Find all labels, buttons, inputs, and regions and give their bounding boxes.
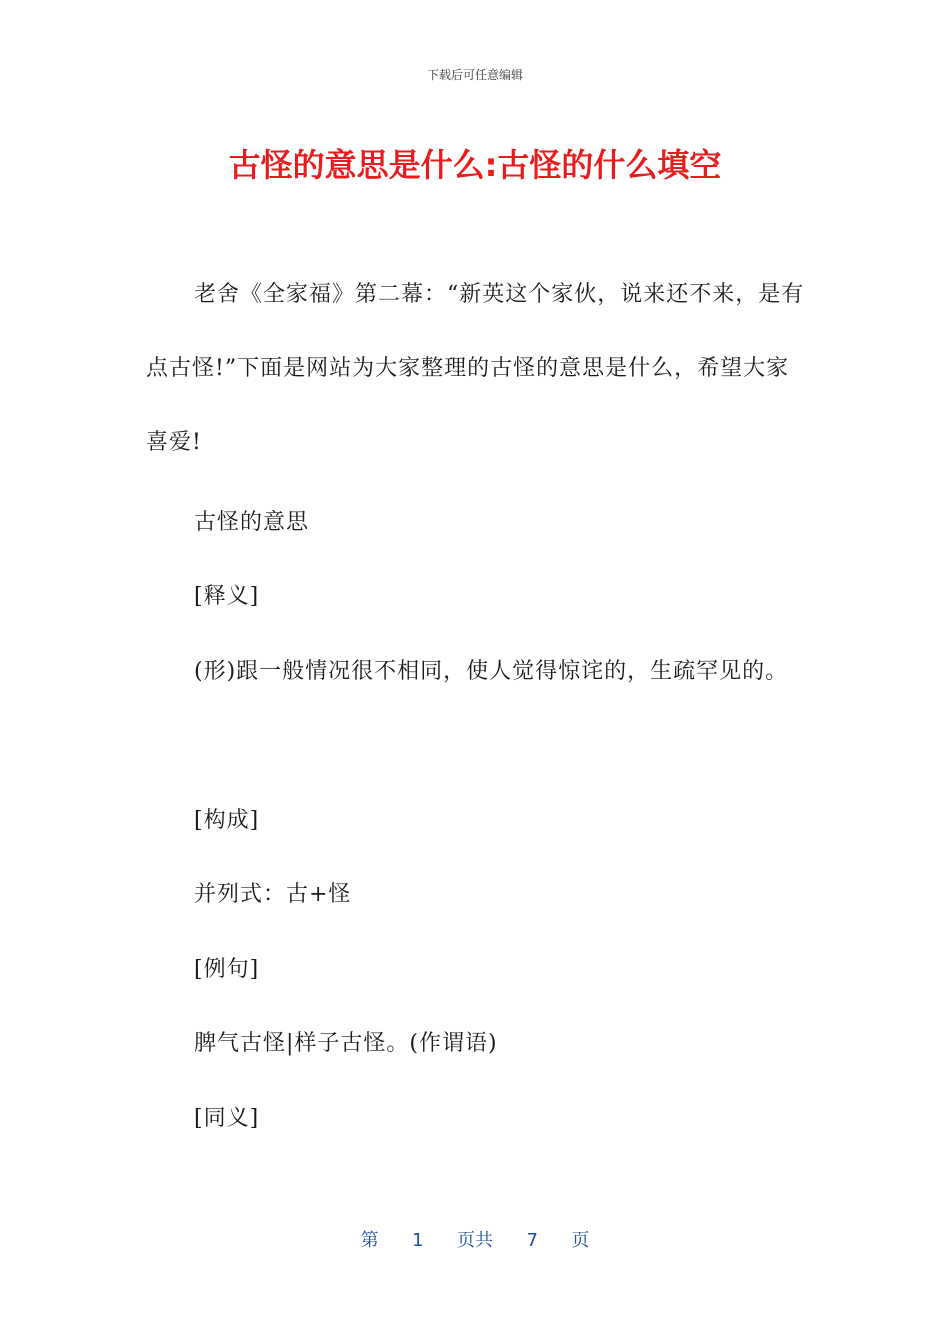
document-title: 古怪的意思是什么:古怪的什么填空 bbox=[228, 146, 722, 184]
footer-total-pages: 7 bbox=[526, 1230, 538, 1251]
footer-prefix: 第 bbox=[360, 1230, 379, 1251]
footer-current-page: 1 bbox=[412, 1230, 424, 1251]
label-structure: [构成] bbox=[194, 808, 260, 833]
page-header-note: 下载后可任意编辑 bbox=[426, 68, 523, 82]
intro-paragraph: 老舍《全家福》第二幕：“新英这个家伙，说来还不来，是有点古怪!”下面是网站为大家整理的古怪的意思是什么，希望大家喜爱! bbox=[146, 282, 805, 455]
page-footer bbox=[0, 1226, 950, 1252]
footer-middle: 页共 bbox=[457, 1230, 493, 1251]
section-heading-meaning: 古怪的意思 bbox=[194, 510, 310, 535]
label-synonym: [同义] bbox=[194, 1106, 260, 1131]
label-definition: [释义] bbox=[194, 584, 260, 609]
footer-suffix: 页 bbox=[571, 1230, 590, 1251]
structure-text: 并列式：古+怪 bbox=[194, 882, 352, 907]
example-text: 脾气古怪|样子古怪。(作谓语) bbox=[194, 1031, 498, 1056]
label-example: [例句] bbox=[194, 957, 260, 982]
definition-text: (形)跟一般情况很不相同，使人觉得惊诧的，生疏罕见的。 bbox=[194, 659, 789, 684]
